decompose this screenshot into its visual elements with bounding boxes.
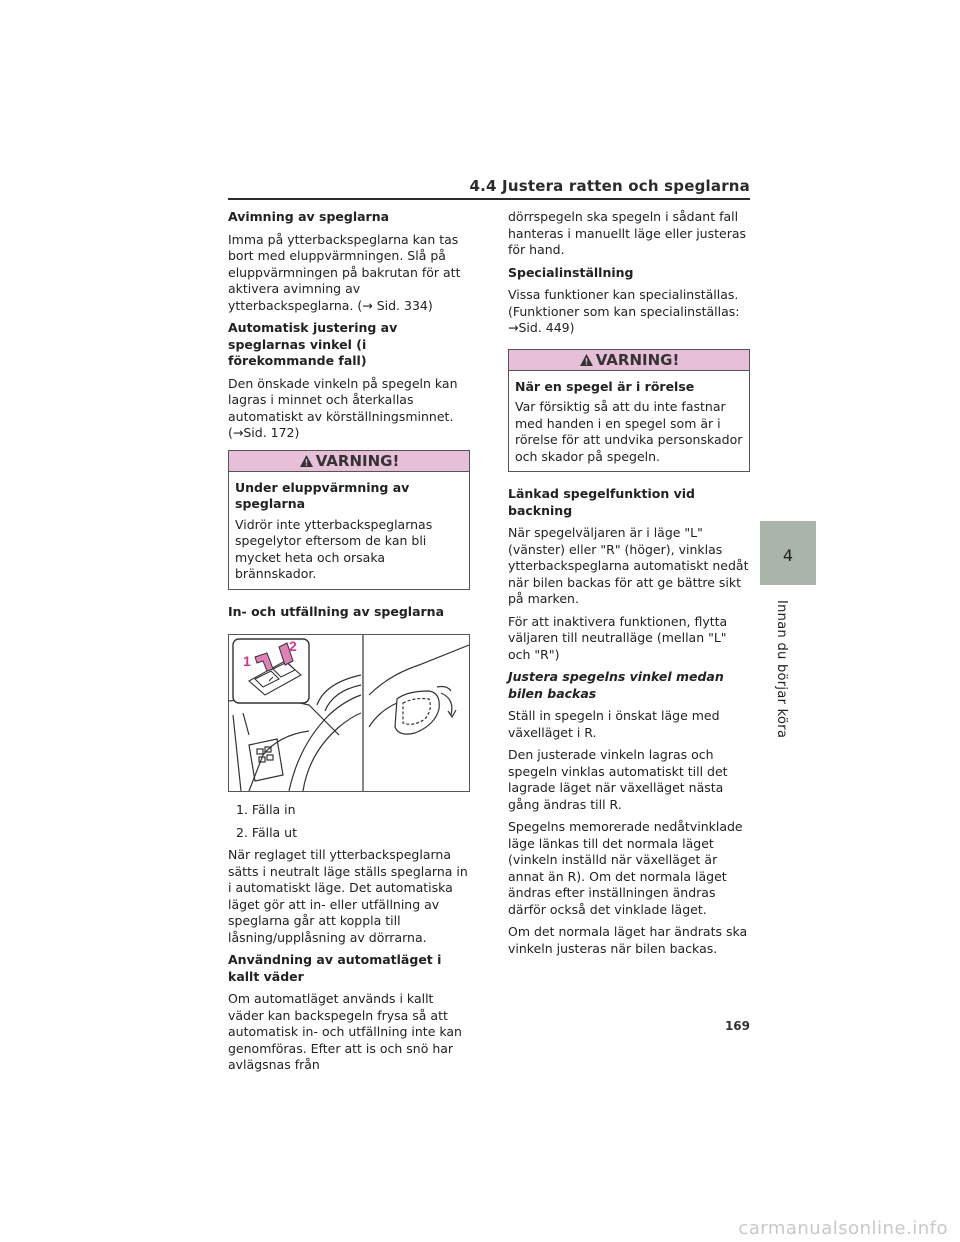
- watermark: carmanualsonline.info: [738, 1218, 948, 1239]
- special-heading: Specialinställning: [508, 264, 634, 280]
- adjust-text-1: Ställ in spegeln i önskat läge med växelläget i R.: [508, 708, 720, 740]
- figure-label-2: 2: [289, 638, 297, 654]
- caption-fold-in: 1. Fälla in: [236, 802, 296, 817]
- cold-heading: Användning av automatläget i kallt väder: [228, 952, 442, 984]
- linked-text: När spegelväljaren är i läge "L" (vänster) eller "R" (höger), vinklas ytterbackspeglarna automatiskt nedåt när bilen backas för att ge bättre sikt på marken.: [508, 525, 749, 606]
- caption-fold-out: 2. Fälla ut: [236, 824, 298, 840]
- warning-text: Vidrör inte ytterbackspeglarnas spegelytor eftersom de kan bli mycket heta och orsaka brännskador.: [235, 516, 433, 581]
- fold-heading: In- och utfällning av speglarna: [228, 603, 445, 619]
- page-number: 169: [724, 1019, 750, 1033]
- auto-angle-heading: Automatisk justering av speglarnas vinkel (i förekommande fall): [228, 320, 398, 368]
- adjust-text-4: Om det normala läget har ändrats ska vinkeln justeras när bilen backas.: [508, 924, 748, 956]
- chapter-number: 4: [782, 546, 794, 565]
- warning-label: VARNING!: [315, 451, 400, 470]
- section-title: 4.4 Justera ratten och speglarna: [469, 177, 750, 195]
- warning-header: [229, 451, 469, 472]
- warning-text: Var försiktig så att du inte fastnar med handen i en spegel som är i rörelse för att undvika personskador och skador på spegeln.: [515, 399, 743, 464]
- mirror-fold-figure: [228, 634, 470, 792]
- warning-title: Under eluppvärmning av speglarna: [235, 479, 410, 511]
- warning-box-moving: [508, 349, 750, 473]
- defog-text: Imma på ytterbackspeglarna kan tas bort med eluppvärmningen. Slå på eluppvärmningen på bakrutan för att aktivera avimning av ytterbackspeglarna. (→ Sid. 334): [228, 231, 461, 313]
- warning-title: När en spegel är i rörelse: [515, 378, 695, 394]
- linked-heading: Länkad spegelfunktion vid backning: [508, 486, 695, 518]
- deactivate-text: För att inaktivera funktionen, flytta väljaren till neutralläge (mellan "L" och "R"): [508, 613, 728, 662]
- header-rule: [228, 198, 750, 200]
- right-column: [508, 209, 750, 963]
- continued-text: dörrspegeln ska spegeln i sådant fall hanteras i manuellt läge eller justeras för hand.: [508, 209, 747, 257]
- special-text: Vissa funktioner kan specialinställas. (Funktioner som kan specialinställas: →Sid. 449): [508, 287, 740, 335]
- adjust-text-2: Den justerade vinkeln lagras och spegeln vinklas automatiskt till det lagrade läget när växelläget nästa gång ändras till R.: [508, 747, 728, 812]
- warning-header: [509, 350, 749, 371]
- warning-triangle-icon: [579, 353, 594, 367]
- fold-text: När reglaget till ytterbackspeglarna sätts i neutralt läge ställs speglarna in i automatiskt läge. Det automatiska läget gör att in- eller utfällning av speglarna går att koppla till låsning/upplåsning av dörrarna.: [228, 847, 468, 945]
- chapter-title: Innan du börjar köra: [774, 600, 789, 739]
- warning-triangle-icon: [299, 454, 314, 468]
- adjust-heading: Justera spegelns vinkel medan bilen backas: [508, 669, 724, 701]
- left-column: [228, 209, 470, 1080]
- defog-heading: Avimning av speglarna: [228, 209, 390, 224]
- auto-angle-text: Den önskade vinkeln på spegeln kan lagras i minnet och återkallas automatiskt av körställningsminnet. (→Sid. 172): [228, 375, 458, 440]
- warning-label: VARNING!: [595, 350, 680, 369]
- cold-text: Om automatläget används i kallt väder kan backspegeln frysa så att automatisk in- och utfällning inte kan genomföras. Efter att is och snö har avlägsnas från: [228, 991, 462, 1072]
- mirror-switch-illustration: [229, 635, 469, 791]
- warning-box-defog: [228, 450, 470, 590]
- adjust-text-3: Spegelns memorerade nedåtvinklade läge länkas till det normala läget (vinkeln inställd när växelläget är annat än R). Om det normala läget ändras efter inställningen ändras därför också det vinklade läget.: [508, 819, 743, 917]
- figure-label-1: 1: [243, 653, 251, 669]
